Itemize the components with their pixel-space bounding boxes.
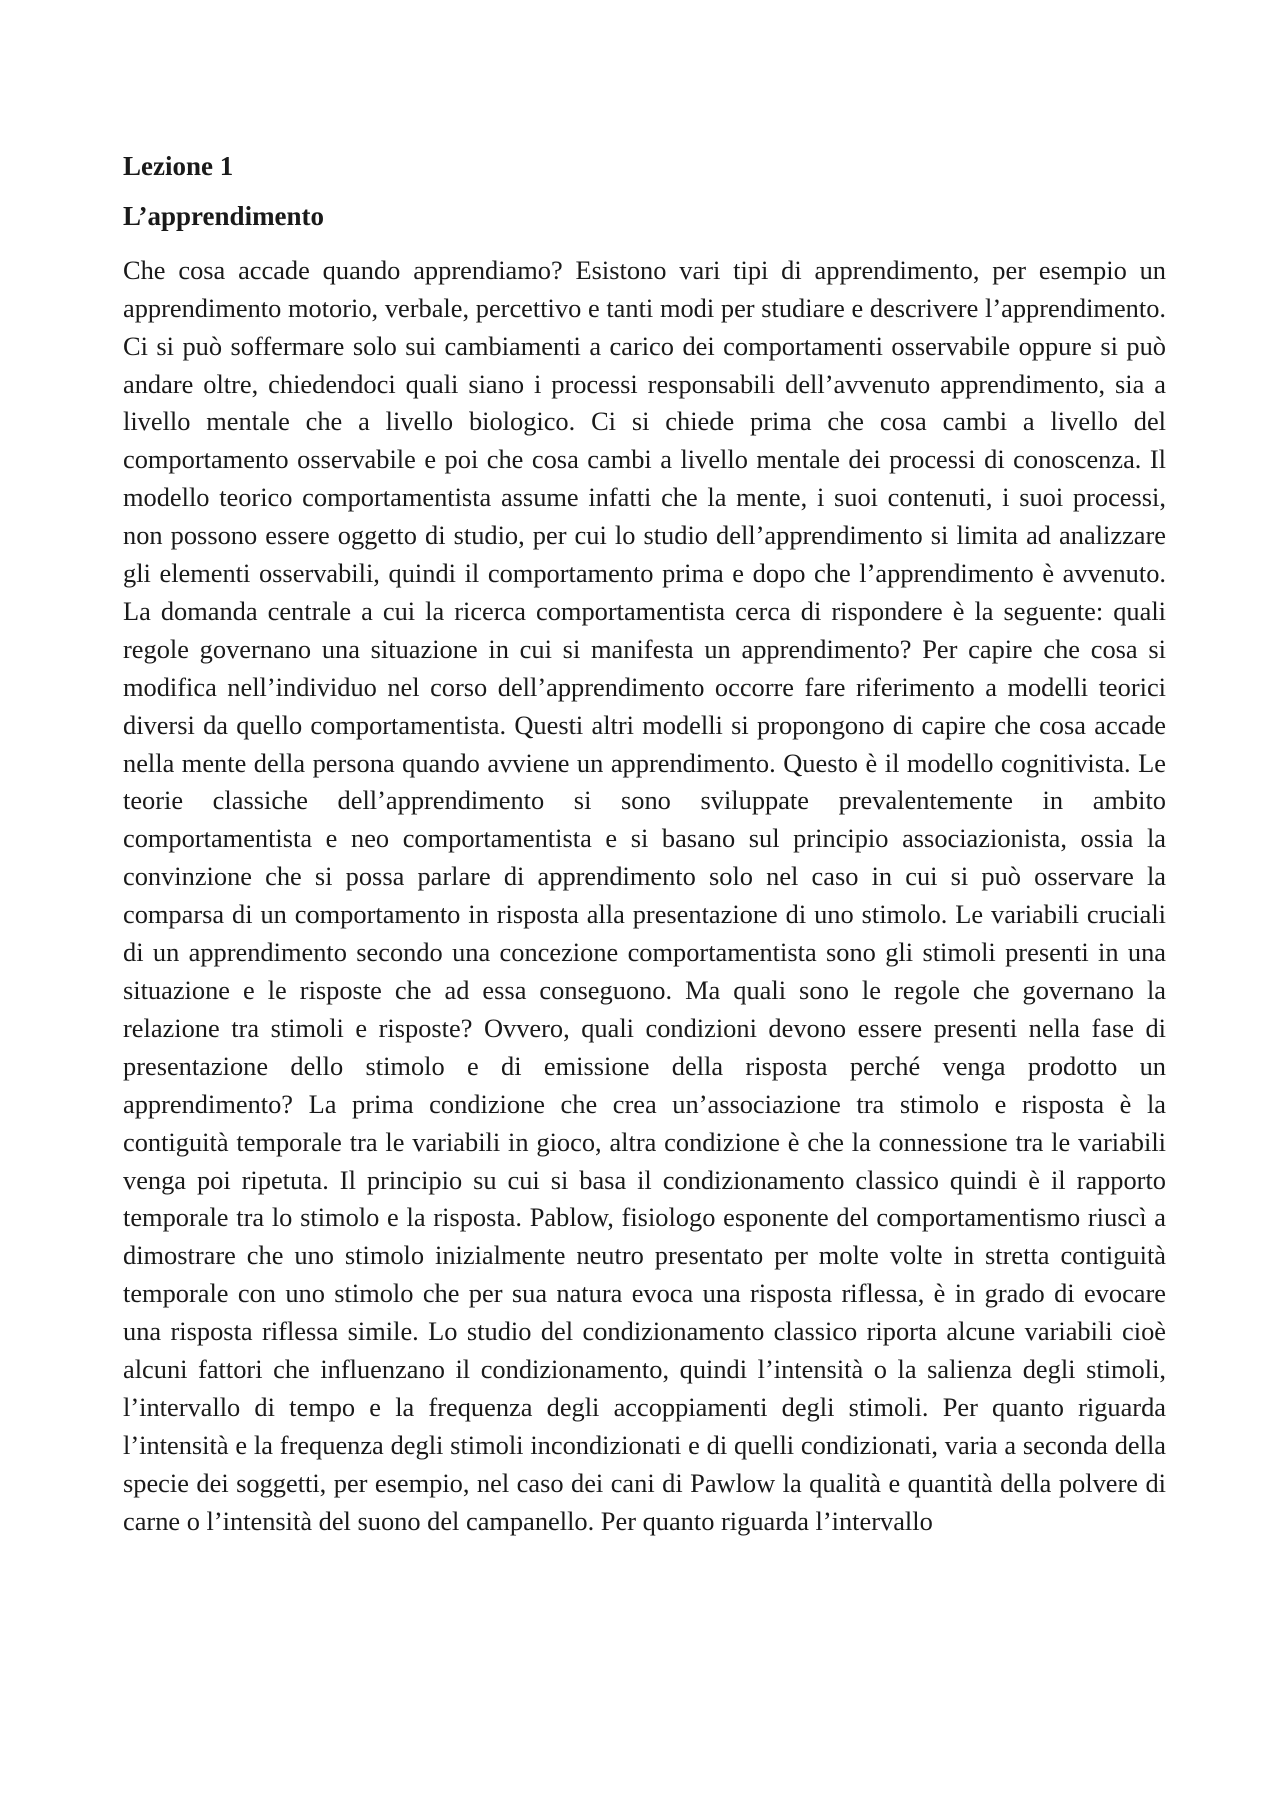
section-title: L’apprendimento <box>123 201 325 232</box>
body-paragraph: Che cosa accade quando apprendiamo? Esistono vari tipi di apprendimento, per esempio un apprendimento motorio, verbale, percettivo e tanti modi per studiare e descrivere l’apprendimento. Ci si può soffermare solo sui cambiamenti a carico dei comportamenti osservabile oppure si può andare oltre, chiedendoci quali siano i processi responsabili dell’avvenuto apprendimento, sia a livello mentale che a livello biologico. Ci si chiede prima che cosa cambi a livello del comportamento osservabile e poi che cosa cambi a livello mentale dei processi di conoscenza. Il modello teorico comportamentista assume infatti che la mente, i suoi contenuti, i suoi processi, non possono essere oggetto di studio, per cui lo studio dell’apprendimento si limita ad analizzare gli elementi osservabili, quindi il comportamento prima e dopo che l’apprendimento è avvenuto. La domanda centrale a cui la ricerca comportamentista cerca di rispondere è la seguente: quali regole governano una situazione in cui si manifesta un apprendimento? Per capire che cosa si modifica nell’individuo nel corso dell’apprendimento occorre fare riferimento a modelli teorici diversi da quello comportamentista. Questi altri modelli si propongono di capire che cosa accade nella mente della persona quando avviene un apprendimento. Questo è il modello cognitivista. Le teorie classiche dell’apprendimento si sono sviluppate prevalentemente in ambito comportamentista e neo comportamentista e si basano sul principio associazionista, ossia la convinzione che si possa parlare di apprendimento solo nel caso in cui si può osservare la comparsa di un comportamento in risposta alla presentazione di uno stimolo. Le variabili cruciali di un apprendimento secondo una concezione comportamentista sono gli stimoli presenti in una situazione e le risposte che ad essa conseguono. Ma quali sono le regole che governano la relazione tra stimoli e risposte? Ovvero, quali condizioni devono essere presenti nella fase di presentazione dello stimolo e di emissione della risposta perché venga prodotto un apprendimento? La prima condizione che crea un’associazione tra stimolo e risposta è la contiguità temporale tra le variabili in gioco, altra condizione è che la connessione tra le variabili venga poi ripetuta. Il principio su cui si basa il condizionamento classico quindi è il rapporto temporale tra lo stimolo e la risposta. Pablow, fisiologo esponente del comportamentismo riuscì a dimostrare che uno stimolo inizialmente neutro presentato per molte volte in stretta contiguità temporale con uno stimolo che per sua natura evoca una risposta riflessa, è in grado di evocare una risposta riflessa simile. Lo studio del condizionamento classico riporta alcune variabili cioè alcuni fattori che influenzano il condizionamento, quindi l’intensità o la salienza degli stimoli, l’intervallo di tempo e la frequenza degli accoppiamenti degli stimoli. Per quanto riguarda l’intensità e la frequenza degli stimoli incondizionati e di quelli condizionati, varia a seconda della specie dei soggetti, per esempio, nel caso dei cani di Pawlow la qualità e quantità della polvere di carne o l’intensità del suono del campanello. Per quanto riguarda l’intervallo <box>123 254 1166 1536</box>
document-page <box>123 150 1166 1541</box>
lesson-title: Lezione 1 <box>123 151 234 181</box>
